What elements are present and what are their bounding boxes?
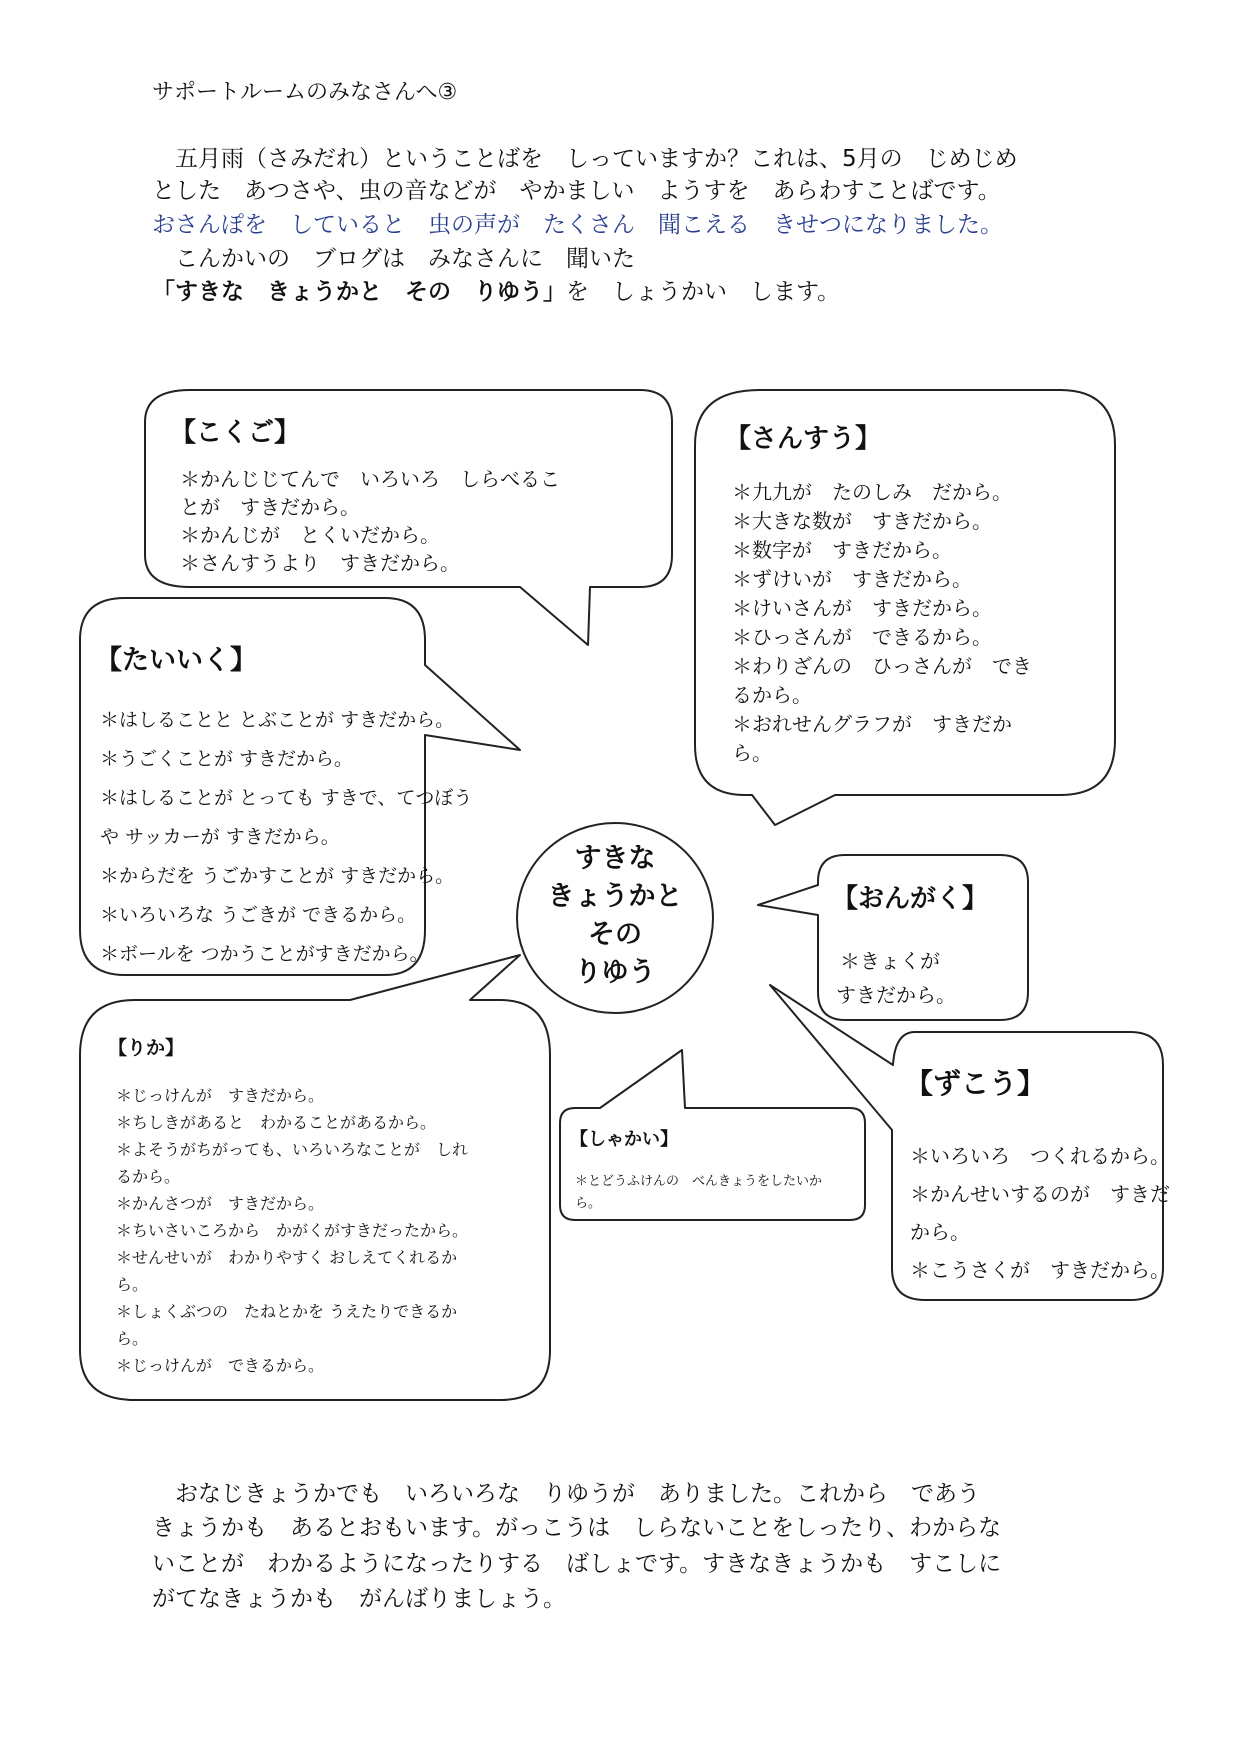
zukou-heading: 【ずこう】 — [905, 1067, 1046, 1100]
sansu-line: ら。 — [732, 741, 772, 765]
sansu-line: ＊ひっさんが できるから。 — [732, 625, 992, 649]
zukou-line: ＊かんせいするのが すきだ — [910, 1182, 1170, 1206]
rika-line: ＊ちしきがあると わかることがあるから。 — [116, 1113, 437, 1132]
kokugo-line: ＊かんじじてんで いろいろ しらべるこ — [180, 467, 560, 491]
rika-line: ＊かんさつが すきだから。 — [116, 1194, 325, 1213]
rika-line: ＊ちいさいころから かがくがすきだったから。 — [116, 1221, 469, 1240]
taiiku-line: や サッカーが すきだから。 — [100, 826, 340, 848]
zukou-line: から。 — [910, 1220, 970, 1244]
intro-line-2: とした あつさや、虫の音などが やかましい ようすを あらわすことばです。 — [152, 178, 1001, 204]
rika-line: ＊じっけんが できるから。 — [116, 1356, 325, 1375]
taiiku-line: ＊ボールを つかうことがすきだから。 — [100, 943, 429, 965]
shakai-heading: 【しゃかい】 — [570, 1129, 678, 1150]
center-topic — [515, 840, 715, 992]
taiiku-heading: 【たいいく】 — [95, 645, 257, 676]
center-line-4: りゆう — [574, 957, 656, 988]
outro-line-4: がてなきょうかも がんばりましょう。 — [152, 1586, 566, 1612]
kokugo-line: ＊さんすうより すきだから。 — [180, 551, 460, 575]
intro-line-3: おさんぽを していると 虫の声が たくさん 聞こえる きせつになりました。 — [152, 212, 1003, 238]
taiiku-line: ＊からだを うごかすことが すきだから。 — [100, 865, 455, 887]
intro-line-1: 五月雨（さみだれ）ということばを しっていますか？これは、5月の じめじめ — [152, 146, 1018, 172]
taiiku-line: ＊いろいろな うごきが できるから。 — [100, 904, 417, 926]
taiiku-line: ＊はしることが とっても すきで、てつぼう — [100, 787, 473, 809]
ongaku-heading: 【おんがく】 — [832, 884, 989, 914]
shakai-line: ら。 — [575, 1196, 602, 1211]
center-line-1: すきな — [574, 843, 656, 874]
center-line-3: その — [588, 919, 642, 950]
outro-line-2: きょうかも あるとおもいます。がっこうは しらないことをしったり、わからな — [152, 1515, 1002, 1541]
ongaku-line: すきだから。 — [836, 983, 956, 1007]
shakai-line: ＊とどうふけんの べんきょうをしたいか — [575, 1174, 823, 1189]
rika-heading: 【りか】 — [108, 1037, 185, 1059]
center-line-2: きょうかと — [547, 881, 683, 912]
sansu-line: ＊九九が たのしみ だから。 — [732, 480, 1012, 504]
rika-line: ら。 — [116, 1329, 149, 1348]
kokugo-line: ＊かんじが とくいだから。 — [180, 523, 440, 547]
ongaku-line: ＊きょくが — [840, 949, 940, 973]
intro-line-4: こんかいの ブログは みなさんに 聞いた — [152, 246, 635, 272]
page-title: サポートルームのみなさんへ③ — [152, 80, 458, 105]
kokugo-heading: 【こくご】 — [170, 418, 301, 448]
kokugo-line: とが すきだから。 — [180, 495, 360, 519]
intro-emphasis: 「すきな きょうかと その りゆう」 — [152, 279, 566, 305]
taiiku-line: ＊うごくことが すきだから。 — [100, 748, 354, 770]
outro-line-3: いことが わかるようになったりする ばしょです。すきなきょうかも すこしに — [152, 1551, 1002, 1577]
taiiku-line: ＊はしることと とぶことが すきだから。 — [100, 709, 455, 731]
rika-line: ＊しょくぶつの たねとかを うえたりできるか — [116, 1302, 458, 1321]
sansu-line: ＊けいさんが すきだから。 — [732, 596, 992, 620]
sansu-line: ＊わりざんの ひっさんが でき — [732, 654, 1032, 678]
sansu-line: ＊大きな数が すきだから。 — [732, 509, 992, 533]
intro-line-5-rest: を しょうかい します。 — [566, 279, 841, 305]
rika-line: ＊せんせいが わかりやすく おしえてくれるか — [116, 1248, 458, 1267]
sansu-heading: 【さんすう】 — [725, 424, 882, 454]
rika-line: るから。 — [116, 1167, 181, 1186]
zukou-line: ＊いろいろ つくれるから。 — [910, 1144, 1170, 1168]
rika-line: ＊よそうがちがっても、いろいろなことが しれ — [116, 1140, 469, 1159]
sansu-line: ＊おれせんグラフが すきだか — [732, 712, 1012, 736]
sansu-line: ＊ずけいが すきだから。 — [732, 567, 972, 591]
zukou-line: ＊こうさくが すきだから。 — [910, 1258, 1170, 1282]
sansu-line: るから。 — [732, 683, 812, 707]
outro-line-1: おなじきょうかでも いろいろな りゆうが ありました。これから であう — [152, 1481, 980, 1507]
rika-line: ＊じっけんが すきだから。 — [116, 1086, 325, 1105]
sansu-line: ＊数字が すきだから。 — [732, 538, 952, 562]
rika-line: ら。 — [116, 1275, 149, 1294]
